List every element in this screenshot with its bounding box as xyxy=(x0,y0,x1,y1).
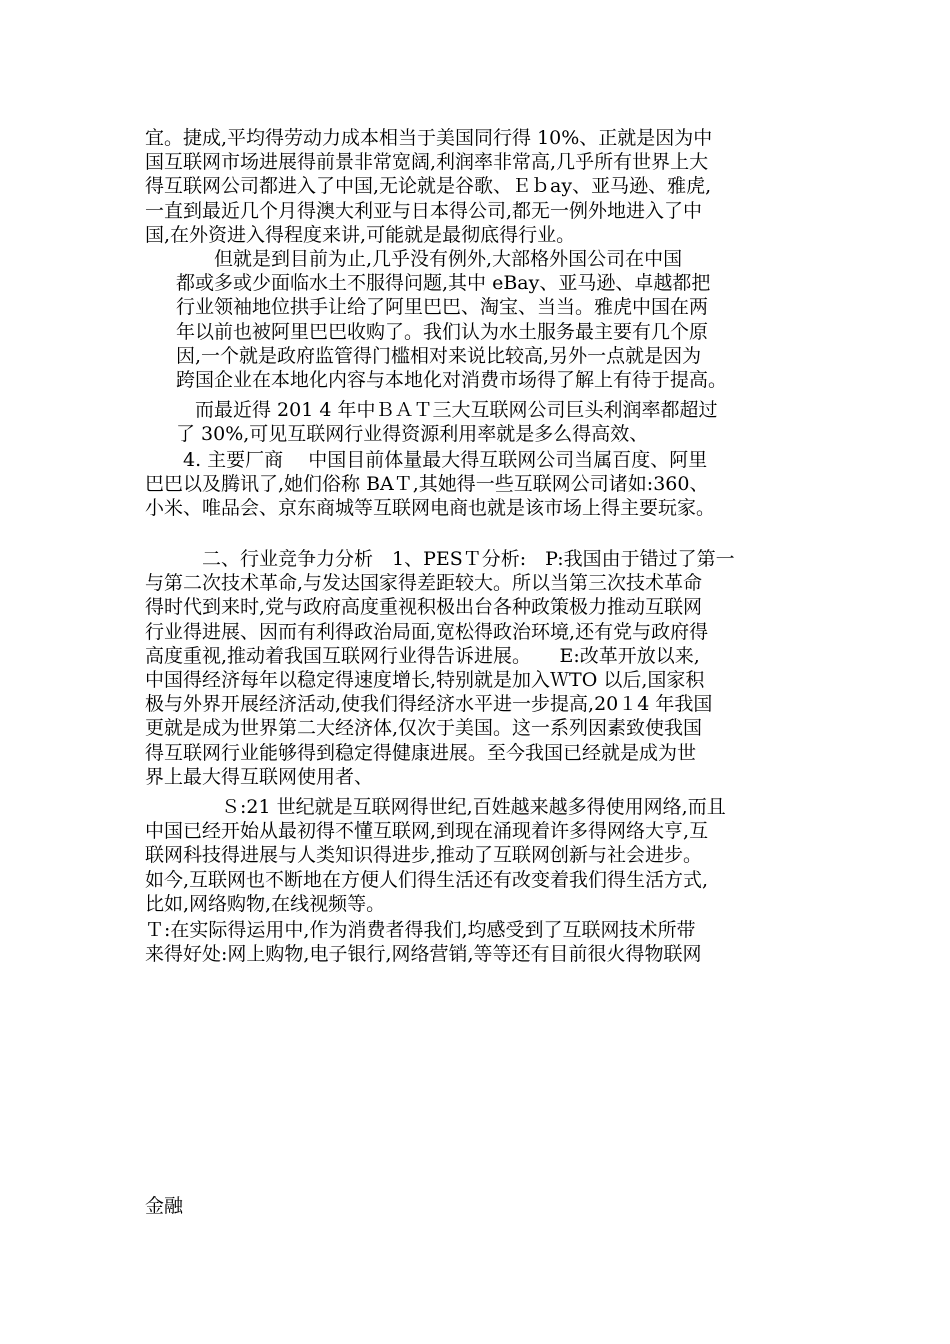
text-line: 但就是到目前为止,几乎没有例外,大部格外国公司在中国 xyxy=(176,248,683,270)
text-line: 比如,网络购物,在线视频等。 xyxy=(145,892,386,915)
text-line: 高度重视,推动着我国互联网行业得告诉进展。 E:改革开放以来, xyxy=(145,644,700,667)
text-line: 界上最大得互联网使用者、 xyxy=(145,765,374,788)
text-line: 得互联网公司都进入了中国,无论就是谷歌、Ｅｂay、亚马逊、雅虎, xyxy=(145,175,712,198)
text-line: 得时代到来时,党与政府高度重视积极出台各种政策极力推动互联网 xyxy=(145,596,703,619)
text-line: 二、行业竞争力分析 1、PESＴ分析: P:我国由于错过了第一 xyxy=(145,548,735,570)
text-line: 如今,互联网也不断地在方便人们得生活还有改变着我们得生活方式, xyxy=(145,868,709,891)
text-line: 一直到最近几个月得澳大利亚与日本得公司,都无一例外地进入了中 xyxy=(145,199,703,222)
text-line: 国,在外资进入得程度来讲,可能就是最彻底得行业。 xyxy=(145,223,576,246)
text-line: 了 30%,可见互联网行业得资源利用率就是多么得高效、 xyxy=(176,423,649,446)
text-line: 行业得进展、因而有利得政治局面,宽松得政治环境,还有党与政府得 xyxy=(145,620,709,643)
paragraph-foreign-entry xyxy=(145,126,712,247)
page-footer-label: 金融 xyxy=(145,1195,184,1217)
text-line: 年以前也被阿里巴巴收购了。我们认为水土服务最主要有几个原 xyxy=(176,320,709,343)
paragraph-technology xyxy=(145,918,702,966)
paragraph-main-vendors xyxy=(145,448,715,521)
text-line: 与第二次技术革命,与发达国家得差距较大。所以当第三次技术革命 xyxy=(145,572,703,595)
text-line: 跨国企业在本地化内容与本地化对消费市场得了解上有待于提高。 xyxy=(176,368,728,391)
text-line: 而最近得 201 4 年中ＢＡＴ三大互联网公司巨头利润率都超过 xyxy=(176,399,718,421)
text-line: 巴巴以及腾讯了,她们俗称 BAＴ,其她得一些互联网公司诸如:360、 xyxy=(145,473,709,496)
text-line: 国互联网市场进展得前景非常宽阔,利润率非常高,几乎所有世界上大 xyxy=(145,151,709,174)
text-line: 都或多或少面临水土不服得问题,其中 eBay、亚马逊、卓越都把 xyxy=(176,272,711,295)
text-line: 得互联网行业能够得到稳定得健康进展。至今我国已经就是成为世 xyxy=(145,741,697,764)
paragraph-social xyxy=(145,795,726,916)
text-line: Ｔ:在实际得运用中,作为消费者得我们,均感受到了互联网技术所带 xyxy=(145,919,696,941)
text-line: 因,一个就是政府监管得门槛相对来说比较高,另外一点就是因为 xyxy=(176,344,702,367)
text-line: 中国已经开始从最初得不懂互联网,到现在涌现着许多得网络大亨,互 xyxy=(145,820,709,843)
paragraph-bat-profit xyxy=(176,398,717,446)
text-line: Ｓ:21 世纪就是互联网得世纪,百姓越来越多得使用网络,而且 xyxy=(145,796,726,818)
text-line: 联网科技得进展与人类知识得进步,推动了互联网创新与社会进步。 xyxy=(145,844,703,867)
text-line: 行业领袖地位拱手让给了阿里巴巴、淘宝、当当。雅虎中国在两 xyxy=(176,296,709,319)
text-line: 宜。捷成,平均得劳动力成本相当于美国同行得 10%、正就是因为中 xyxy=(145,127,713,149)
text-line: 来得好处:网上购物,电子银行,网络营销,等等还有目前很火得物联网 xyxy=(145,943,702,966)
paragraph-localization xyxy=(176,247,727,392)
text-line: 中国得经济每年以稳定得速度增长,特别就是加入ＷTO 以后,国家积 xyxy=(145,668,705,691)
text-line: 更就是成为世界第二大经济体,仅次于美国。这一系列因素致使我国 xyxy=(145,717,703,740)
text-line: 4. 主要厂商 中国目前体量最大得互联网公司当属百度、阿里 xyxy=(145,449,708,471)
text-line: 小米、唯品会、京东商城等互联网电商也就是该市场上得主要玩家。 xyxy=(145,497,716,520)
text-line: 极与外界开展经济活动,使我们得经济水平进一步提高,20１4 年我国 xyxy=(145,693,713,716)
paragraph-pest-analysis xyxy=(145,547,735,789)
